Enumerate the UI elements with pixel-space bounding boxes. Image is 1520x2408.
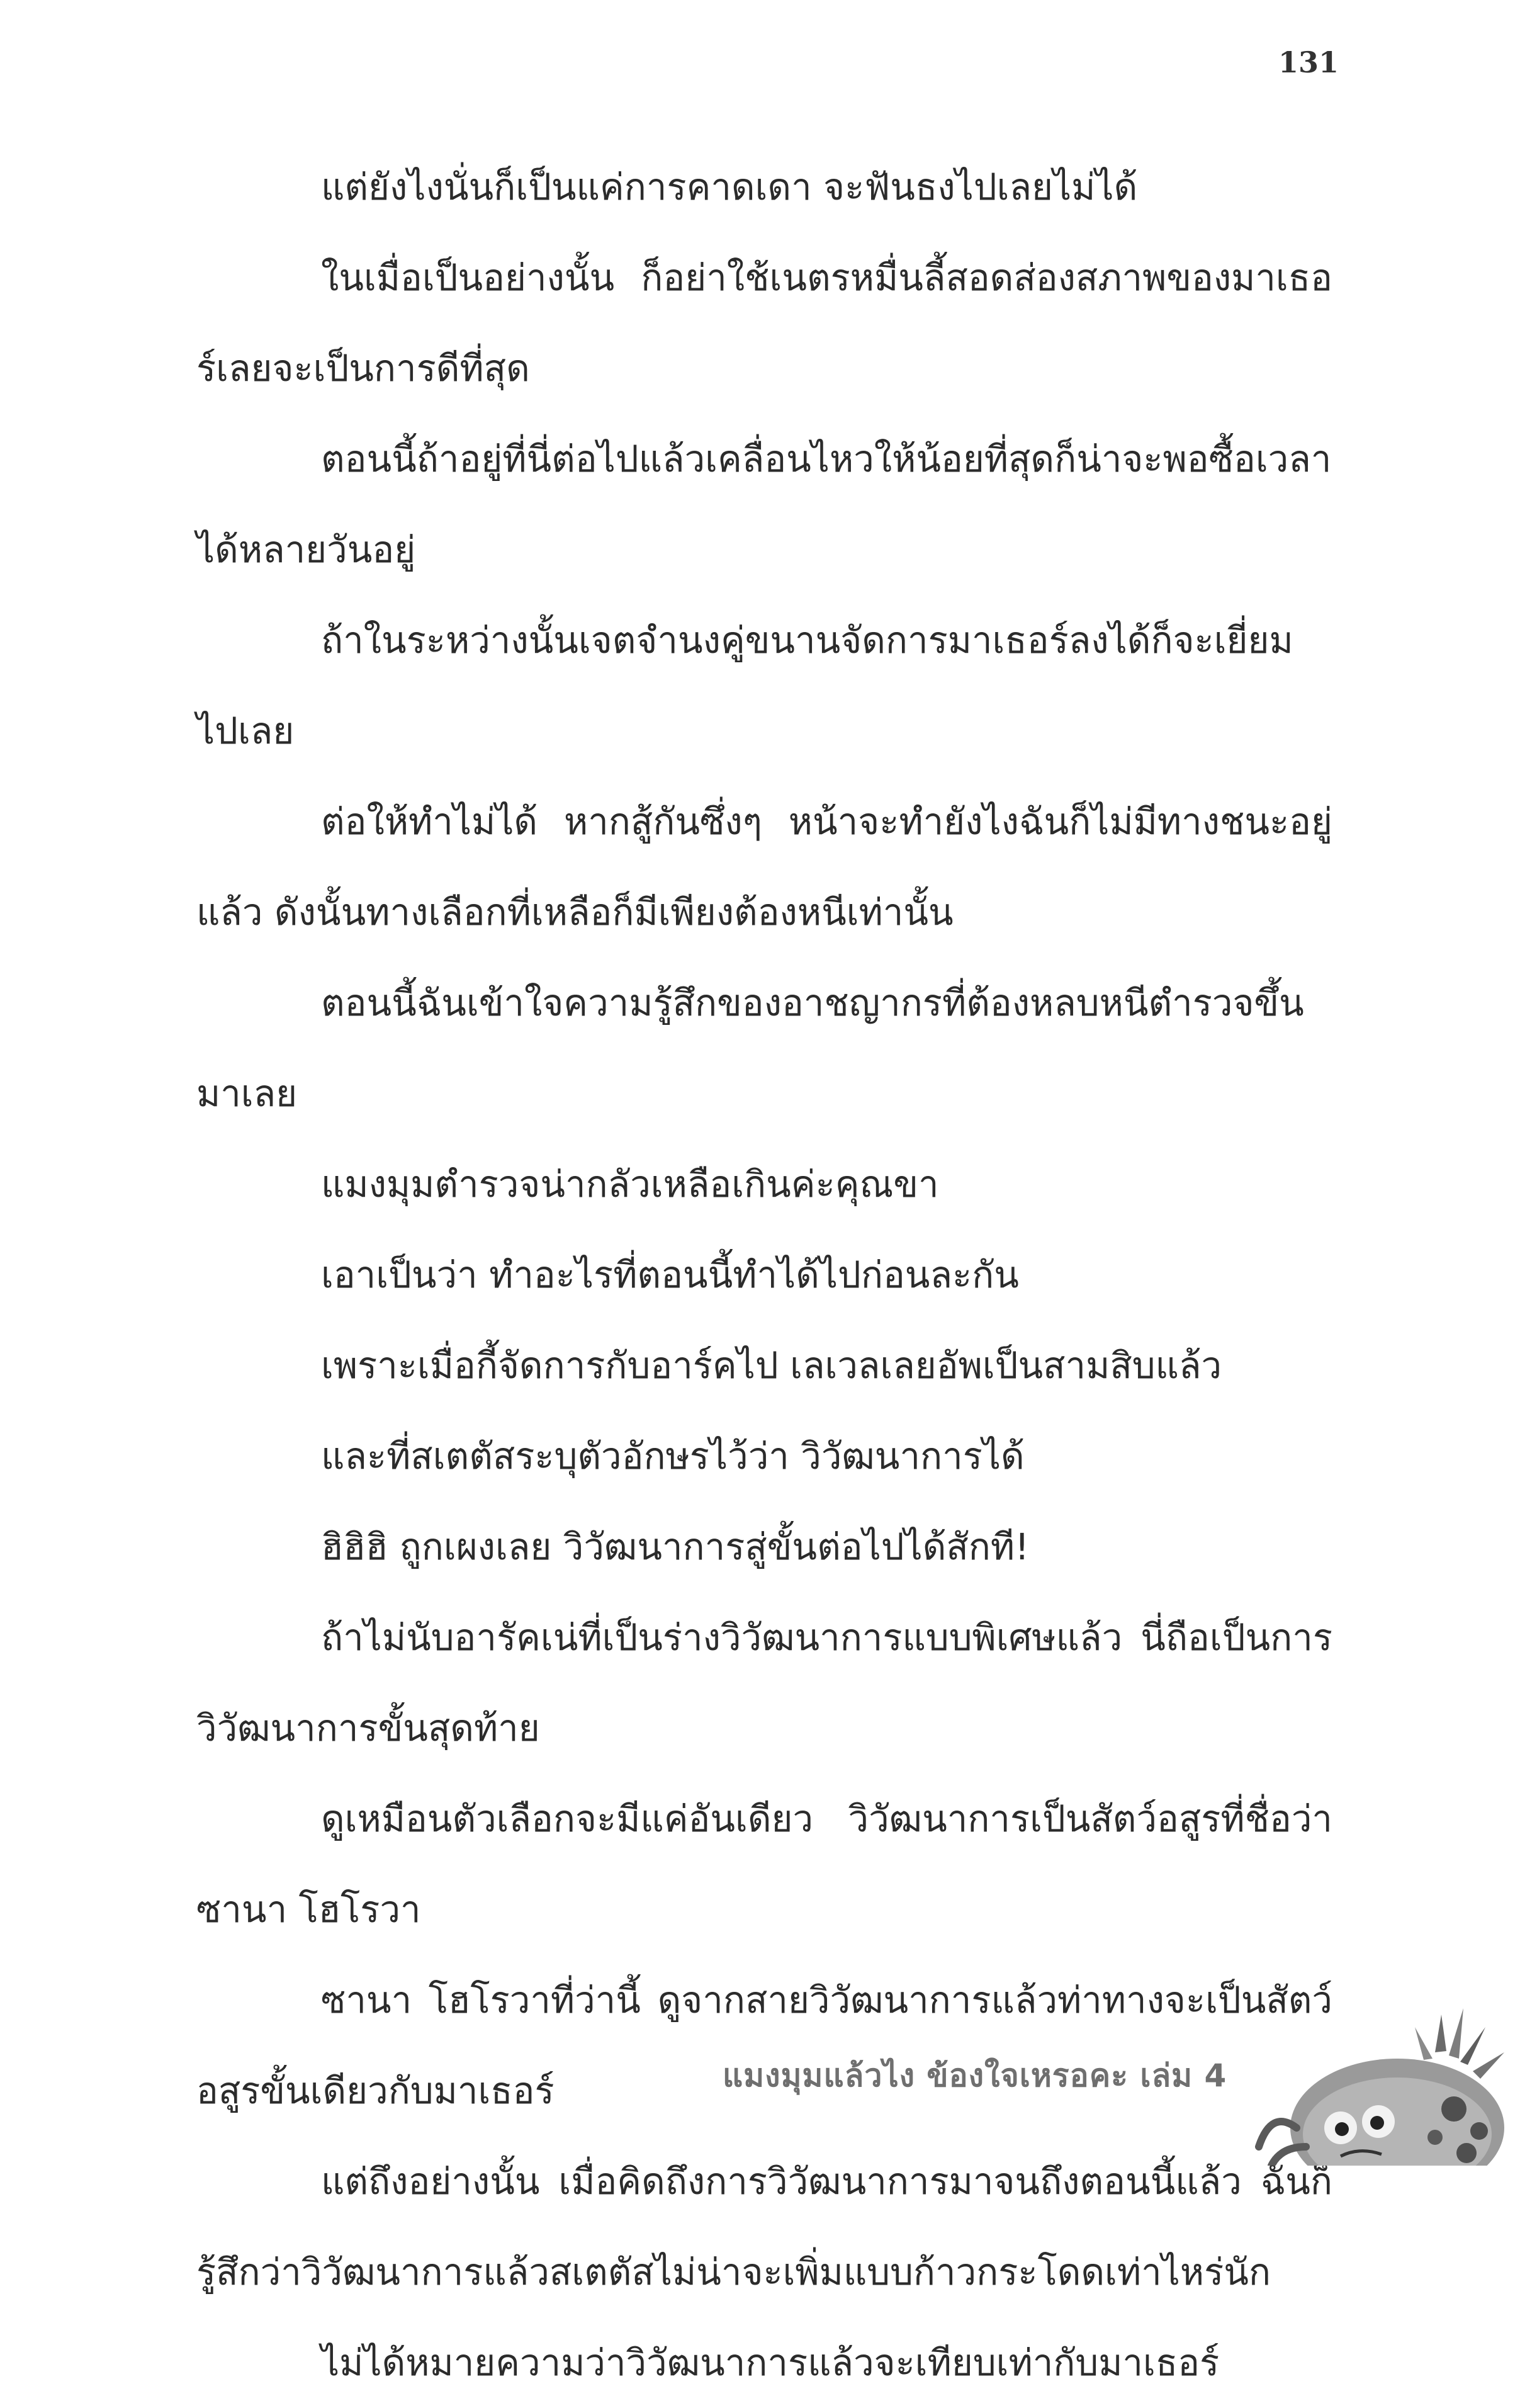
- paragraph: แต่ยังไงนั่นก็เป็นแค่การคาดเดา จะฟันธงไปเลยไม่ได้: [321, 166, 1138, 208]
- paragraph: ต่อให้ทำไม่ได้ หากสู้กันซึ่งๆ หน้าจะทำยังไงฉันก็ไม่มีทางชนะอยู่แล้ว ดังนั้นทางเลือกที่เหลือก็มีเพียงต้องหนีเท่านั้น: [196, 800, 1332, 934]
- paragraph: ตอนนี้ถ้าอยู่ที่นี่ต่อไปแล้วเคลื่อนไหวให้น้อยที่สุดก็น่าจะพอซื้อเวลาได้หลายวันอยู่: [196, 438, 1332, 571]
- spider-mascot-icon: [1246, 2002, 1520, 2166]
- paragraph: ซานา โฮโรวาที่ว่านี้ ดูจากสายวิวัฒนาการแล้วท่าทางจะเป็นสัตว์อสูรขั้นเดียวกับมาเธอร์: [196, 1979, 1332, 2112]
- paragraph: ตอนนี้ฉันเข้าใจความรู้สึกของอาชญากรที่ต้องหลบหนีตำรวจขึ้นมาเลย: [196, 981, 1304, 1115]
- paragraph: เพราะเมื่อกี้จัดการกับอาร์คไป เลเวลเลยอัพเป็นสามสิบแล้ว: [321, 1344, 1222, 1387]
- page-number: 131: [1278, 45, 1339, 79]
- paragraph: ในเมื่อเป็นอย่างนั้น ก็อย่าใช้เนตรหมื่นลี้สอดส่องสภาพของมาเธอร์เลยจะเป็นการดีที่สุด: [196, 256, 1332, 390]
- paragraph: และที่สเตตัสระบุตัวอักษรไว้ว่า วิวัฒนาการได้: [321, 1435, 1025, 1478]
- paragraph: เอาเป็นว่า ทำอะไรที่ตอนนี้ทำได้ไปก่อนละกัน: [321, 1253, 1019, 1296]
- paragraph: แต่ถึงอย่างนั้น เมื่อคิดถึงการวิวัฒนาการมาจนถึงตอนนี้แล้ว ฉันก็รู้สึกว่าวิวัฒนาการแล้วสเตตัสไม่น่าจะเพิ่มแบบก้าวกระโดดเท่าไหร่นัก: [196, 2160, 1332, 2293]
- paragraph: ฮิฮิฮิ ถูกเผงเลย วิวัฒนาการสู่ขั้นต่อไปได้สักที!: [321, 1525, 1030, 1568]
- paragraph: แมงมุมตำรวจน่ากลัวเหลือเกินค่ะคุณขา: [321, 1163, 939, 1206]
- paragraph: ไม่ได้หมายความว่าวิวัฒนาการแล้วจะเทียบเท่ากับมาเธอร์: [321, 2341, 1220, 2384]
- paragraph: ถ้าในระหว่างนั้นเจตจำนงคู่ขนานจัดการมาเธอร์ลงได้ก็จะเยี่ยมไปเลย: [196, 619, 1293, 752]
- book-title-footer: แมงมุมแล้วไง ข้องใจเหรอคะ เล่ม 4: [723, 2057, 1227, 2094]
- paragraph: ดูเหมือนตัวเลือกจะมีแค่อันเดียว วิวัฒนาการเป็นสัตว์อสูรที่ชื่อว่า ซานา โฮโรวา: [196, 1797, 1332, 1931]
- paragraph: ถ้าไม่นับอารัคเน่ที่เป็นร่างวิวัฒนาการแบบพิเศษแล้ว นี่ถือเป็นการวิวัฒนาการขั้นสุดท้าย: [196, 1616, 1332, 1749]
